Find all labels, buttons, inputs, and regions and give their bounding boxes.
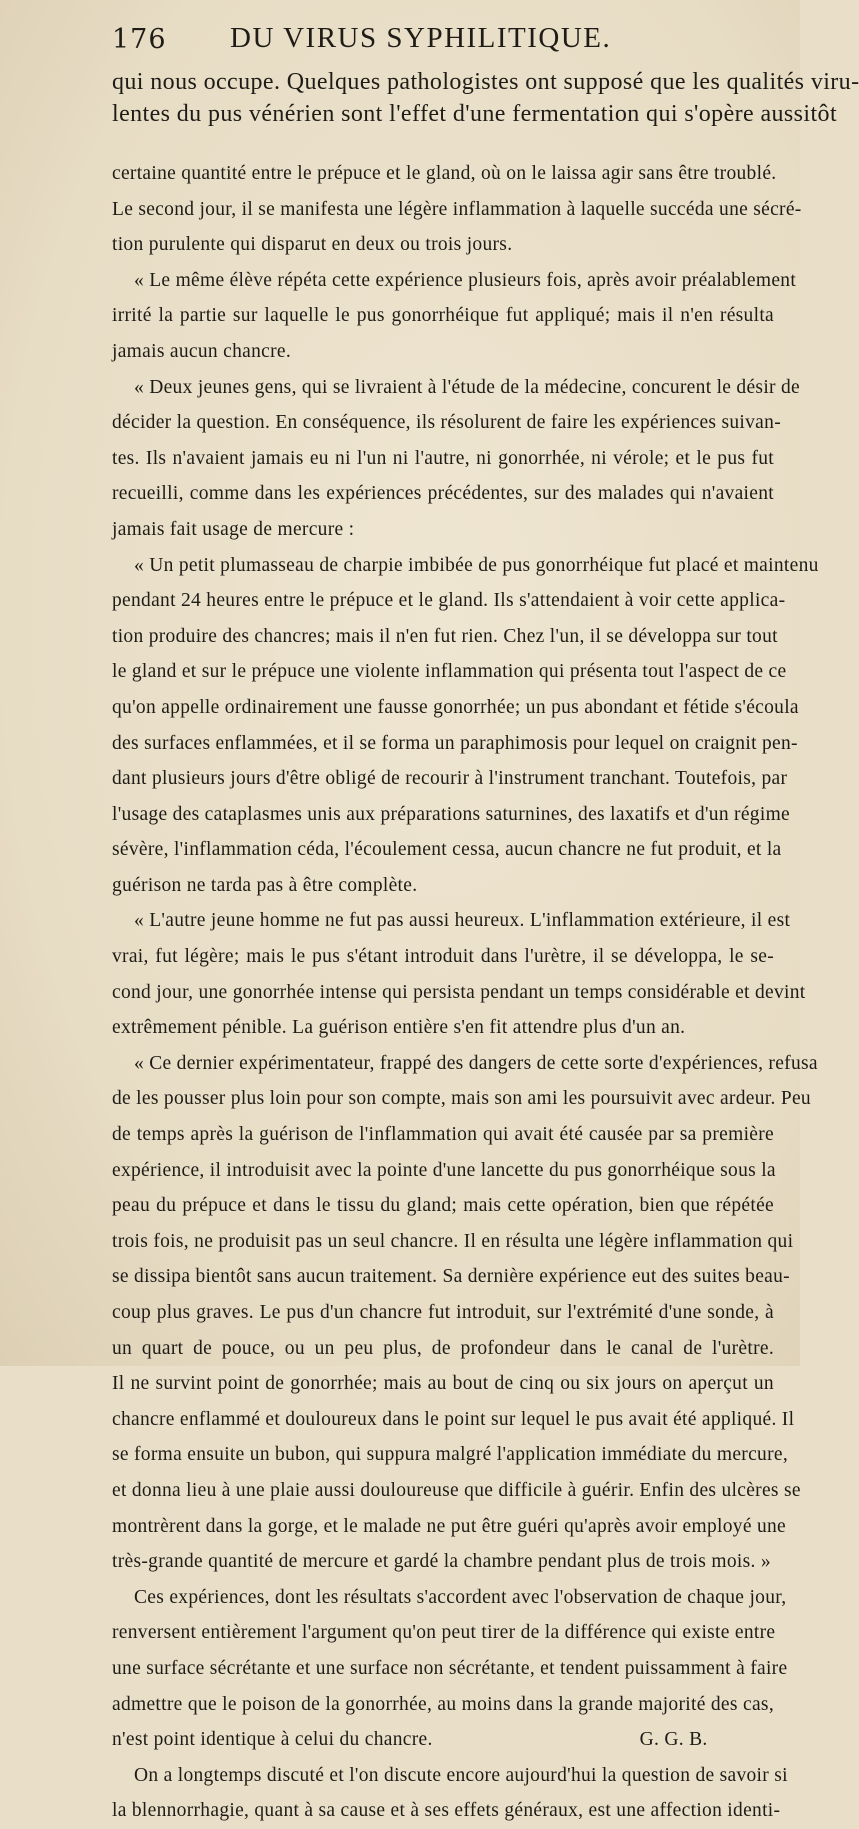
text-line: sévère, l'inflammation céda, l'écoulement cessa, aucun chancre ne fut produit, et la bbox=[112, 839, 782, 861]
text-line: Le second jour, il se manifesta une légère inflammation à laquelle succéda une sécré- bbox=[112, 198, 802, 220]
text-line: de les pousser plus loin pour son compte, mais son ami les poursuivit avec ardeur. Peu bbox=[112, 1088, 811, 1110]
text-line: tion purulente qui disparut en deux ou trois jours. bbox=[112, 234, 513, 256]
text-line: « Le même élève répéta cette expérience plusieurs fois, après avoir préalablement bbox=[134, 269, 797, 291]
text-line: « L'autre jeune homme ne fut pas aussi heureux. L'inflammation extérieure, il est bbox=[134, 910, 791, 932]
text-line: renversent entièrement l'argument qu'on peut tirer de la différence qui existe entre bbox=[112, 1622, 776, 1644]
text-line: tes. Ils n'avaient jamais eu ni l'un ni l'autre, ni gonorrhée, ni vérole; et le pus fut bbox=[112, 447, 774, 469]
text-line: décider la question. En conséquence, ils résolurent de faire les expériences suivan- bbox=[112, 412, 781, 434]
running-title: DU VIRUS SYPHILITIQUE. bbox=[230, 22, 612, 54]
text-line: expérience, il introduisit avec la pointe d'une lancette du pus gonorrhéique sous la bbox=[112, 1159, 776, 1181]
text-line: se dissipa bientôt sans aucun traitement. Sa dernière expérience eut des suites beau- bbox=[112, 1266, 790, 1288]
text-line: Il ne survint point de gonorrhée; mais au bout de cinq ou six jours on aperçut un bbox=[112, 1373, 774, 1395]
text-line: dant plusieurs jours d'être obligé de recourir à l'instrument tranchant. Toutefois, par bbox=[112, 768, 788, 790]
body-text bbox=[112, 156, 819, 1829]
text-line: « Deux jeunes gens, qui se livraient à l'étude de la médecine, concurent le désir de bbox=[134, 376, 801, 398]
page-number: 176 bbox=[112, 24, 167, 55]
text-line: se forma ensuite un bubon, qui suppura malgré l'application immédiate du mercure, bbox=[112, 1444, 788, 1466]
text-line: la blennorrhagie, quant à sa cause et à ses effets généraux, est une affection identi- bbox=[112, 1800, 781, 1822]
text-line: des surfaces enflammées, et il se forma un paraphimosis pour lequel on craignit pen- bbox=[112, 732, 798, 754]
text-line: un quart de pouce, ou un peu plus, de profondeur dans le canal de l'urètre. bbox=[112, 1337, 774, 1359]
text-line: et donna lieu à une plaie aussi douloureuse que difficile à guérir. Enfin des ulcères se bbox=[112, 1479, 801, 1501]
intro-line: qui nous occupe. Quelques pathologistes ont supposé que les qualités viru- bbox=[112, 69, 859, 95]
text-line: recueilli, comme dans les expériences précédentes, sur des malades qui n'avaient bbox=[112, 483, 774, 505]
text-line: vrai, fut légère; mais le pus s'étant introduit dans l'urètre, il se développa, le se- bbox=[112, 946, 774, 968]
text-line: une surface sécrétante et une surface non sécrétante, et tendent puissamment à faire bbox=[112, 1657, 788, 1679]
text-line: jamais fait usage de mercure : bbox=[112, 518, 355, 540]
text-line: l'usage des cataplasmes unis aux préparations saturnines, des laxatifs et d'un régime bbox=[112, 803, 790, 825]
text-line: montrèrent dans la gorge, et le malade ne put être guéri qu'après avoir employé une bbox=[112, 1515, 787, 1537]
text-line: « Un petit plumasseau de charpie imbibée de pus gonorrhéique fut placé et maintenu bbox=[134, 554, 819, 576]
text-line: admettre que le poison de la gonorrhée, au moins dans la grande majorité des cas, bbox=[112, 1693, 774, 1715]
text-line: certaine quantité entre le prépuce et le gland, où on le laissa agir sans être troublé. bbox=[112, 163, 777, 184]
intro-paragraph bbox=[112, 66, 859, 130]
text-line: n'est point identique à celui du chancre. G. G. B. bbox=[112, 1729, 708, 1751]
text-line: guérison ne tarda pas à être complète. bbox=[112, 874, 418, 896]
text-line: coup plus graves. Le pus d'un chancre fut introduit, sur l'extrémité d'une sonde, à bbox=[112, 1302, 774, 1323]
text-line: tion produire des chancres; mais il n'en fut rien. Chez l'un, il se développa sur tout bbox=[112, 625, 778, 647]
text-line: « Ce dernier expérimentateur, frappé des dangers de cette sorte d'expériences, refusa bbox=[134, 1052, 818, 1074]
text-line: peau du prépuce et dans le tissu du gland; mais cette opération, bien que répétée bbox=[112, 1195, 774, 1217]
text-line: de temps après la guérison de l'inflammation qui avait été causée par sa première bbox=[112, 1124, 774, 1146]
page-header bbox=[112, 22, 774, 62]
text-line: chancre enflammé et douloureux dans le point sur lequel le pus avait été appliqué. Il bbox=[112, 1408, 795, 1430]
text-line: cond jour, une gonorrhée intense qui persista pendant un temps considérable et devint bbox=[112, 981, 806, 1003]
text-line: trois fois, ne produisit pas un seul chancre. Il en résulta une légère inflammation qui bbox=[112, 1230, 794, 1252]
text-line: le gland et sur le prépuce une violente inflammation qui présenta tout l'aspect de ce bbox=[112, 661, 787, 683]
text-line: très-grande quantité de mercure et gardé la chambre pendant plus de trois mois. » bbox=[112, 1551, 771, 1573]
text-line: qu'on appelle ordinairement une fausse gonorrhée; un pus abondant et fétide s'écoula bbox=[112, 696, 799, 718]
text-line: jamais aucun chancre. bbox=[112, 340, 292, 362]
text-line: extrêmement pénible. La guérison entière s'en fit attendre plus d'un an. bbox=[112, 1017, 686, 1039]
text-line: irrité la partie sur laquelle le pus gonorrhéique fut appliqué; mais il n'en résulta bbox=[112, 305, 774, 327]
intro-line: lentes du pus vénérien sont l'effet d'une fermentation qui s'opère aussitôt bbox=[112, 101, 838, 127]
text-line: pendant 24 heures entre le prépuce et le gland. Ils s'attendaient à voir cette applica- bbox=[112, 590, 786, 612]
text-line: On a longtemps discuté et l'on discute encore aujourd'hui la question de savoir si bbox=[134, 1764, 788, 1786]
text-line: Ces expériences, dont les résultats s'accordent avec l'observation de chaque jour, bbox=[134, 1586, 787, 1608]
